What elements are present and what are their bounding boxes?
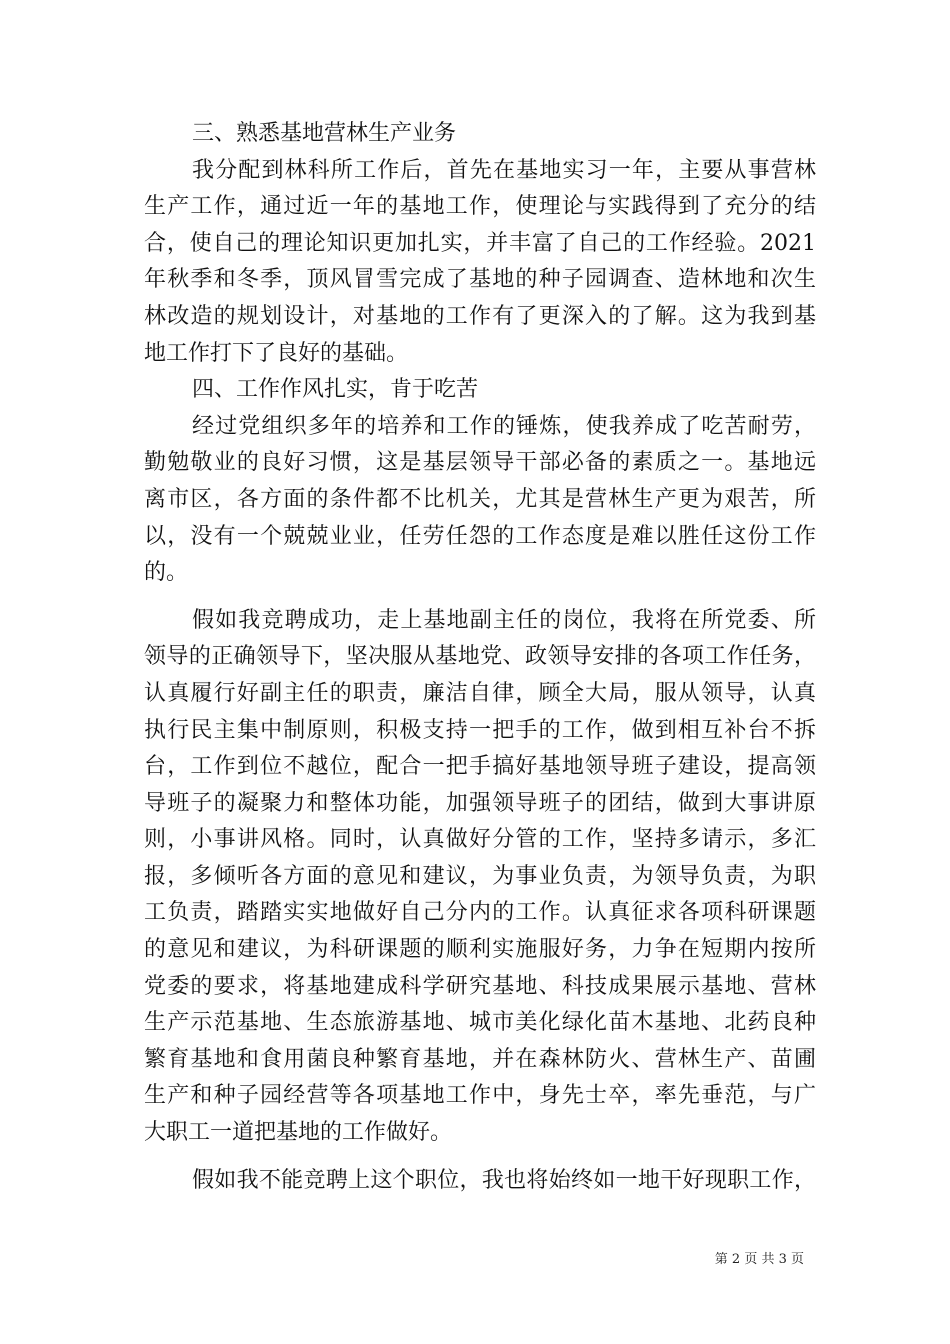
- page-number: 第 2 页 共 3 页: [714, 1252, 804, 1267]
- text-line: 假如我竞聘成功，走上基地副主任的岗位，我将在所党委、所: [192, 607, 816, 633]
- text-line: 林改造的规划设计，对基地的工作有了更深入的了解。这为我到基: [144, 303, 816, 329]
- text-line: 大职工一道把基地的工作做好。: [144, 1120, 453, 1146]
- text-line: 假如我不能竞聘上这个职位，我也将始终如一地干好现职工作，: [192, 1167, 816, 1193]
- text-line: 台，工作到位不越位，配合一把手搞好基地领导班子建设，提高领: [144, 754, 816, 780]
- text-line: 经过党组织多年的培养和工作的锤炼，使我养成了吃苦耐劳，: [192, 413, 816, 439]
- text-line: 的意见和建议，为科研课题的顺利实施服好务，力争在短期内按所: [144, 937, 816, 963]
- document-body: [144, 116, 816, 1199]
- section-heading-3: 三、熟悉基地营林生产业务: [192, 121, 457, 146]
- text-line: 工负责，踏踏实实地做好自己分内的工作。认真征求各项科研课题: [144, 900, 816, 926]
- text-line: 我分配到林科所工作后，首先在基地实习一年，主要从事营林: [192, 157, 816, 183]
- text-line: 合，使自己的理论知识更加扎实，并丰富了自己的工作经验。2021: [144, 230, 816, 256]
- text-line: 生产工作，通过近一年的基地工作，使理论与实践得到了充分的结: [144, 194, 816, 220]
- text-line: 繁育基地和食用菌良种繁育基地，并在森林防火、营林生产、苗圃: [144, 1046, 816, 1072]
- text-line: 导班子的凝聚力和整体功能，加强领导班子的团结，做到大事讲原: [144, 790, 816, 816]
- text-line: 的。: [144, 560, 189, 586]
- section-heading-4: 四、工作作风扎实，肯于吃苦: [192, 377, 479, 403]
- text-line: 生产和种子园经营等各项基地工作中，身先士卒，率先垂范，与广: [144, 1083, 816, 1109]
- text-line: 生产示范基地、生态旅游基地、城市美化绿化苗木基地、北药良种: [144, 1010, 816, 1036]
- text-line: 执行民主集中制原则，积极支持一把手的工作，做到相互补台不拆: [144, 717, 816, 743]
- text-line: 地工作打下了良好的基础。: [144, 340, 409, 366]
- text-line: 则，小事讲风格。同时，认真做好分管的工作，坚持多请示，多汇: [144, 827, 816, 853]
- text-line: 离市区，各方面的条件都不比机关，尤其是营林生产更为艰苦，所: [144, 486, 816, 512]
- text-line: 年秋季和冬季，顶风冒雪完成了基地的种子园调查、造林地和次生: [144, 267, 816, 293]
- text-line: 党委的要求，将基地建成科学研究基地、科技成果展示基地、营林: [144, 973, 816, 999]
- text-line: 领导的正确领导下，坚决服从基地党、政领导安排的各项工作任务，: [144, 644, 816, 670]
- text-line: 认真履行好副主任的职责，廉洁自律，顾全大局，服从领导，认真: [144, 680, 816, 706]
- text-line: 报，多倾听各方面的意见和建议，为事业负责，为领导负责，为职: [144, 863, 816, 889]
- text-line: 勤勉敬业的良好习惯，这是基层领导干部必备的素质之一。基地远: [144, 450, 816, 476]
- text-line: 以，没有一个兢兢业业，任劳任怨的工作态度是难以胜任这份工作: [144, 523, 816, 549]
